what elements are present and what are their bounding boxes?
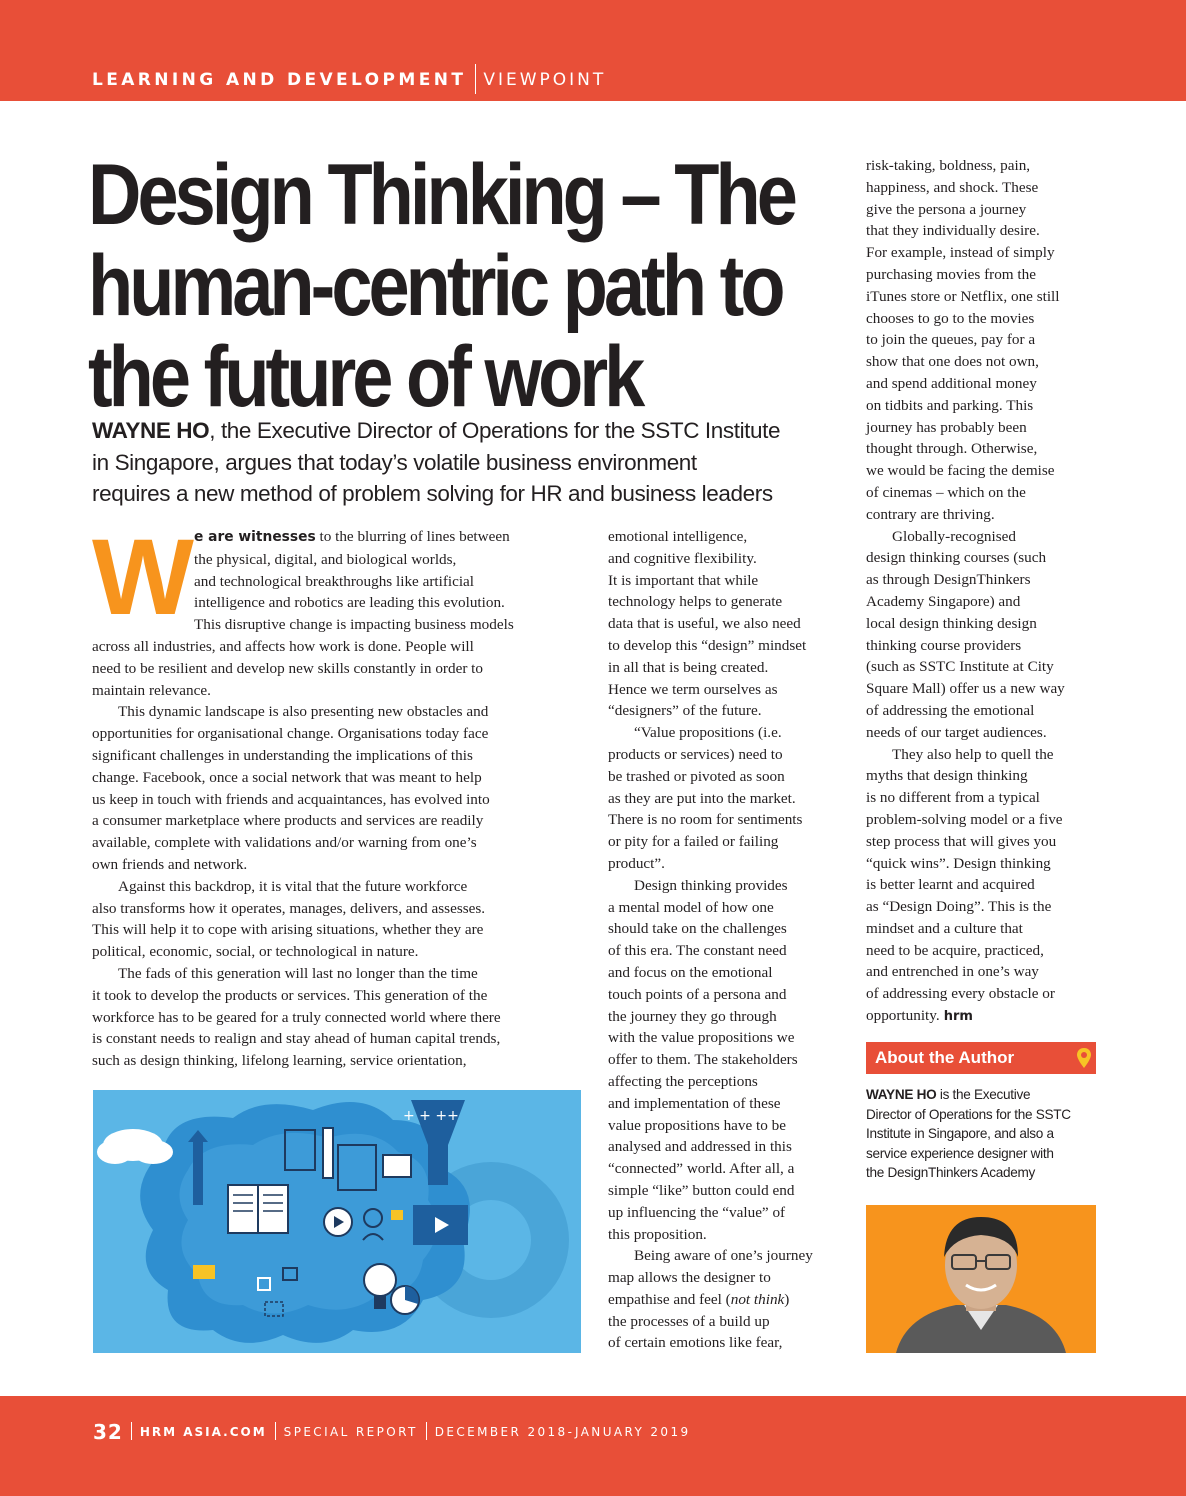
body-paragraph xyxy=(608,526,848,722)
body-line: and spend additional money xyxy=(866,374,1037,392)
body-line: needs of our target audiences. xyxy=(866,723,1047,741)
about-author-name: WAYNE HO xyxy=(866,1087,937,1102)
body-line: value propositions have to be xyxy=(608,1116,786,1134)
body-line: chooses to go to the movies xyxy=(866,309,1035,327)
headline xyxy=(88,147,794,425)
body-line: that they individually desire. xyxy=(866,222,1040,240)
about-text-part: is the Executive xyxy=(936,1087,1031,1102)
body-line: and entrenched in one’s way xyxy=(866,963,1039,981)
body-paragraph xyxy=(608,722,848,875)
body-column-2 xyxy=(608,526,848,1354)
section-subtitle: VIEWPOINT xyxy=(483,70,607,90)
standfirst xyxy=(92,415,852,510)
body-line: “designers” of the future. xyxy=(608,702,762,720)
body-line: Design thinking provides xyxy=(634,876,788,894)
body-line: design thinking courses (such xyxy=(866,549,1047,567)
headline-line: human-centric path to xyxy=(88,238,782,334)
body-line: change. Facebook, once a social network that was meant to help xyxy=(92,768,482,786)
footer-report: SPECIAL REPORT xyxy=(283,1425,418,1439)
about-line: Institute in Singapore, and also a xyxy=(866,1126,1054,1141)
body-line: Square Mall) offer us a new way xyxy=(866,680,1065,698)
body-line: Against this backdrop, it is vital that the future workforce xyxy=(118,877,468,895)
section-title: LEARNING AND DEVELOPMENT xyxy=(92,70,467,90)
standfirst-line: in Singapore, argues that today’s volatile business environment xyxy=(92,449,697,475)
page-number: 32 xyxy=(93,1420,123,1444)
body-line: a consumer marketplace where products and services are readily xyxy=(92,812,484,830)
about-line: Director of Operations for the SSTC xyxy=(866,1106,1071,1122)
body-line: technology helps to generate xyxy=(608,593,783,611)
body-line: to develop this “design” mindset xyxy=(608,636,807,654)
body-line: political, economic, social, or technological in nature. xyxy=(92,943,419,961)
body-line: maintain relevance. xyxy=(92,681,211,699)
body-line: happiness, and shock. These xyxy=(866,178,1039,196)
body-line: data that is useful, we also need xyxy=(608,615,801,633)
body-paragraph xyxy=(866,155,1096,526)
design-thinking-illustration xyxy=(93,1090,581,1353)
body-line: of addressing every obstacle or xyxy=(866,985,1055,1003)
body-line: is no different from a typical xyxy=(866,789,1040,807)
body-line: opportunities for organisational change. Organisations today face xyxy=(92,725,489,743)
lead-in: e are witnesses xyxy=(194,529,316,545)
body-column-3 xyxy=(866,155,1096,1028)
body-line: iTunes store or Netflix, one still xyxy=(866,287,1060,305)
footer-site: HRM ASIA.COM xyxy=(139,1425,267,1439)
body-line: This dynamic landscape is also presenting new obstacles and xyxy=(118,703,489,721)
standfirst-text: , the Executive Director of Operations for the SSTC Institute xyxy=(209,418,781,443)
body-line: It is important that while xyxy=(608,571,759,589)
body-paragraph xyxy=(92,701,589,875)
body-paragraph xyxy=(866,744,1096,1028)
body-line: also transforms how it operates, manages, delivers, and assesses. xyxy=(92,899,486,917)
footer-issue: DECEMBER 2018-JANUARY 2019 xyxy=(434,1425,691,1439)
body-line: map allows the designer to xyxy=(608,1269,771,1287)
about-line: the DesignThinkers Academy xyxy=(866,1165,1036,1180)
body-text: empathise and feel ( xyxy=(608,1290,731,1308)
body-line: and cognitive flexibility. xyxy=(608,549,757,567)
body-line: There is no room for sentiments xyxy=(608,811,803,829)
body-line: This disruptive change is impacting business models xyxy=(194,616,514,634)
body-line: the processes of a build up xyxy=(608,1312,770,1330)
body-line: mindset and a culture that xyxy=(866,919,1023,937)
body-line: simple “like” button could end xyxy=(608,1181,795,1199)
body-line: in all that is being created. xyxy=(608,658,769,676)
body-line: “quick wins”. Design thinking xyxy=(866,854,1051,872)
location-pin-icon xyxy=(1076,1047,1092,1069)
body-line xyxy=(608,1289,848,1311)
body-line: offer to them. The stakeholders xyxy=(608,1051,798,1069)
body-line: it took to develop the products or services. This generation of the xyxy=(92,986,488,1004)
body-line: need to be acquire, practiced, xyxy=(866,941,1044,959)
body-line: this proposition. xyxy=(608,1225,707,1243)
about-line: service experience designer with xyxy=(866,1145,1054,1161)
about-author-header xyxy=(866,1042,1096,1074)
body-line xyxy=(866,1005,1096,1028)
body-paragraph xyxy=(608,875,848,1246)
body-line: or pity for a failed or failing xyxy=(608,833,779,851)
body-line: show that one does not own, xyxy=(866,353,1039,371)
body-line: of certain emotions like fear, xyxy=(608,1334,783,1352)
body-line: give the persona a journey xyxy=(866,200,1027,218)
end-mark: hrm xyxy=(943,1009,973,1025)
body-line: This will help it to cope with arising situations, whether they are xyxy=(92,921,484,939)
body-line: the physical, digital, and biological worlds, xyxy=(194,550,457,568)
footer-band xyxy=(0,1396,1186,1496)
body-line: journey has probably been xyxy=(866,418,1027,436)
body-line: should take on the challenges xyxy=(608,920,787,938)
body-line: own friends and network. xyxy=(92,855,248,873)
body-text: opportunity. xyxy=(866,1007,940,1025)
footer-divider xyxy=(426,1422,427,1440)
body-line: product”. xyxy=(608,854,665,872)
footer-divider xyxy=(131,1422,132,1440)
body-line: myths that design thinking xyxy=(866,767,1028,785)
body-line: analysed and addressed in this xyxy=(608,1138,792,1156)
body-line: as through DesignThinkers xyxy=(866,571,1031,589)
author-portrait xyxy=(866,1205,1096,1353)
body-line: a mental model of how one xyxy=(608,898,774,916)
body-line: need to be resilient and develop new skills constantly in order to xyxy=(92,659,483,677)
body-line: us keep in touch with friends and acquaintances, has evolved into xyxy=(92,790,490,808)
body-line: is constant needs to realign and stay ahead of human capital trends, xyxy=(92,1030,501,1048)
body-line: risk-taking, boldness, pain, xyxy=(866,157,1031,174)
body-paragraph xyxy=(92,963,589,1072)
body-line: on tidbits and parking. This xyxy=(866,396,1034,414)
body-line: as “Design Doing”. This is the xyxy=(866,898,1052,916)
body-line: Academy Singapore) and xyxy=(866,592,1021,610)
emphasis-text: not think xyxy=(730,1290,785,1308)
headline-line: Design Thinking – The xyxy=(88,147,794,243)
body-line: of this era. The constant need xyxy=(608,942,787,960)
body-line: local design thinking design xyxy=(866,614,1037,632)
about-line xyxy=(866,1085,1098,1105)
body-line: “connected” world. After all, a xyxy=(608,1160,795,1178)
body-line: Globally-recognised xyxy=(892,527,1016,545)
body-line: workforce has to be geared for a truly connected world where there xyxy=(92,1008,501,1026)
body-line: touch points of a persona and xyxy=(608,985,787,1003)
drop-cap: W xyxy=(92,516,188,637)
body-line: They also help to quell the xyxy=(892,745,1054,763)
body-line: contrary are thriving. xyxy=(866,505,995,523)
section-label xyxy=(92,64,606,94)
body-line: intelligence and robotics are leading this evolution. xyxy=(194,594,505,612)
body-line: Hence we term ourselves as xyxy=(608,680,778,698)
body-line: be trashed or pivoted as soon xyxy=(608,767,785,785)
body-line: and implementation of these xyxy=(608,1094,781,1112)
body-line: and technological breakthroughs like artificial xyxy=(194,572,475,590)
body-text: to the blurring of lines between xyxy=(315,528,510,545)
body-line: across all industries, and affects how work is done. People will xyxy=(92,637,474,655)
svg-text:+ + ++: + + ++ xyxy=(403,1108,459,1124)
body-line: is better learnt and acquired xyxy=(866,876,1035,894)
body-paragraph xyxy=(608,1245,848,1354)
body-column-1 xyxy=(92,516,589,1072)
standfirst-line xyxy=(92,415,852,447)
body-line: affecting the perceptions xyxy=(608,1072,758,1090)
body-line: the journey they go through xyxy=(608,1007,777,1025)
footer-divider xyxy=(275,1422,276,1440)
body-paragraph xyxy=(866,526,1096,744)
body-line: products or services) need to xyxy=(608,745,783,763)
body-line: of addressing the emotional xyxy=(866,701,1035,719)
footer xyxy=(93,1420,691,1444)
headline-line: the future of work xyxy=(88,329,642,425)
body-line: with the value propositions we xyxy=(608,1029,795,1047)
body-line: significant challenges in understanding the implications of this xyxy=(92,746,473,764)
body-text: ) xyxy=(784,1290,790,1308)
body-line: thought through. Otherwise, xyxy=(866,440,1038,458)
body-line: purchasing movies from the xyxy=(866,265,1036,283)
body-line: thinking course providers xyxy=(866,636,1022,654)
body-line: Being aware of one’s journey xyxy=(634,1247,813,1265)
body-line: problem-solving model or a five xyxy=(866,810,1063,828)
body-line: (such as SSTC Institute at City xyxy=(866,658,1054,676)
body-line: The fads of this generation will last no longer than the time xyxy=(118,964,478,982)
body-line: up influencing the “value” of xyxy=(608,1203,786,1221)
body-line: to join the queues, pay for a xyxy=(866,331,1036,349)
standfirst-author: WAYNE HO xyxy=(92,418,210,443)
body-line: available, complete with validations and/or warning from one’s xyxy=(92,834,477,852)
section-divider xyxy=(475,64,476,94)
standfirst-line: requires a new method of problem solving for HR and business leaders xyxy=(92,481,773,506)
body-line: and focus on the emotional xyxy=(608,963,773,981)
body-line: For example, instead of simply xyxy=(866,244,1055,262)
body-paragraph xyxy=(92,876,589,963)
body-line: emotional intelligence, xyxy=(608,528,748,545)
body-line: “Value propositions (i.e. xyxy=(634,724,782,742)
body-line: of cinemas – which on the xyxy=(866,483,1026,501)
body-line: we would be facing the demise xyxy=(866,462,1055,480)
body-line: as they are put into the market. xyxy=(608,789,796,807)
body-line: such as design thinking, lifelong learning, service orientation, xyxy=(92,1052,467,1070)
about-author-text xyxy=(866,1085,1098,1183)
body-line: step process that will gives you xyxy=(866,832,1057,850)
about-author-title: About the Author xyxy=(875,1048,1015,1067)
